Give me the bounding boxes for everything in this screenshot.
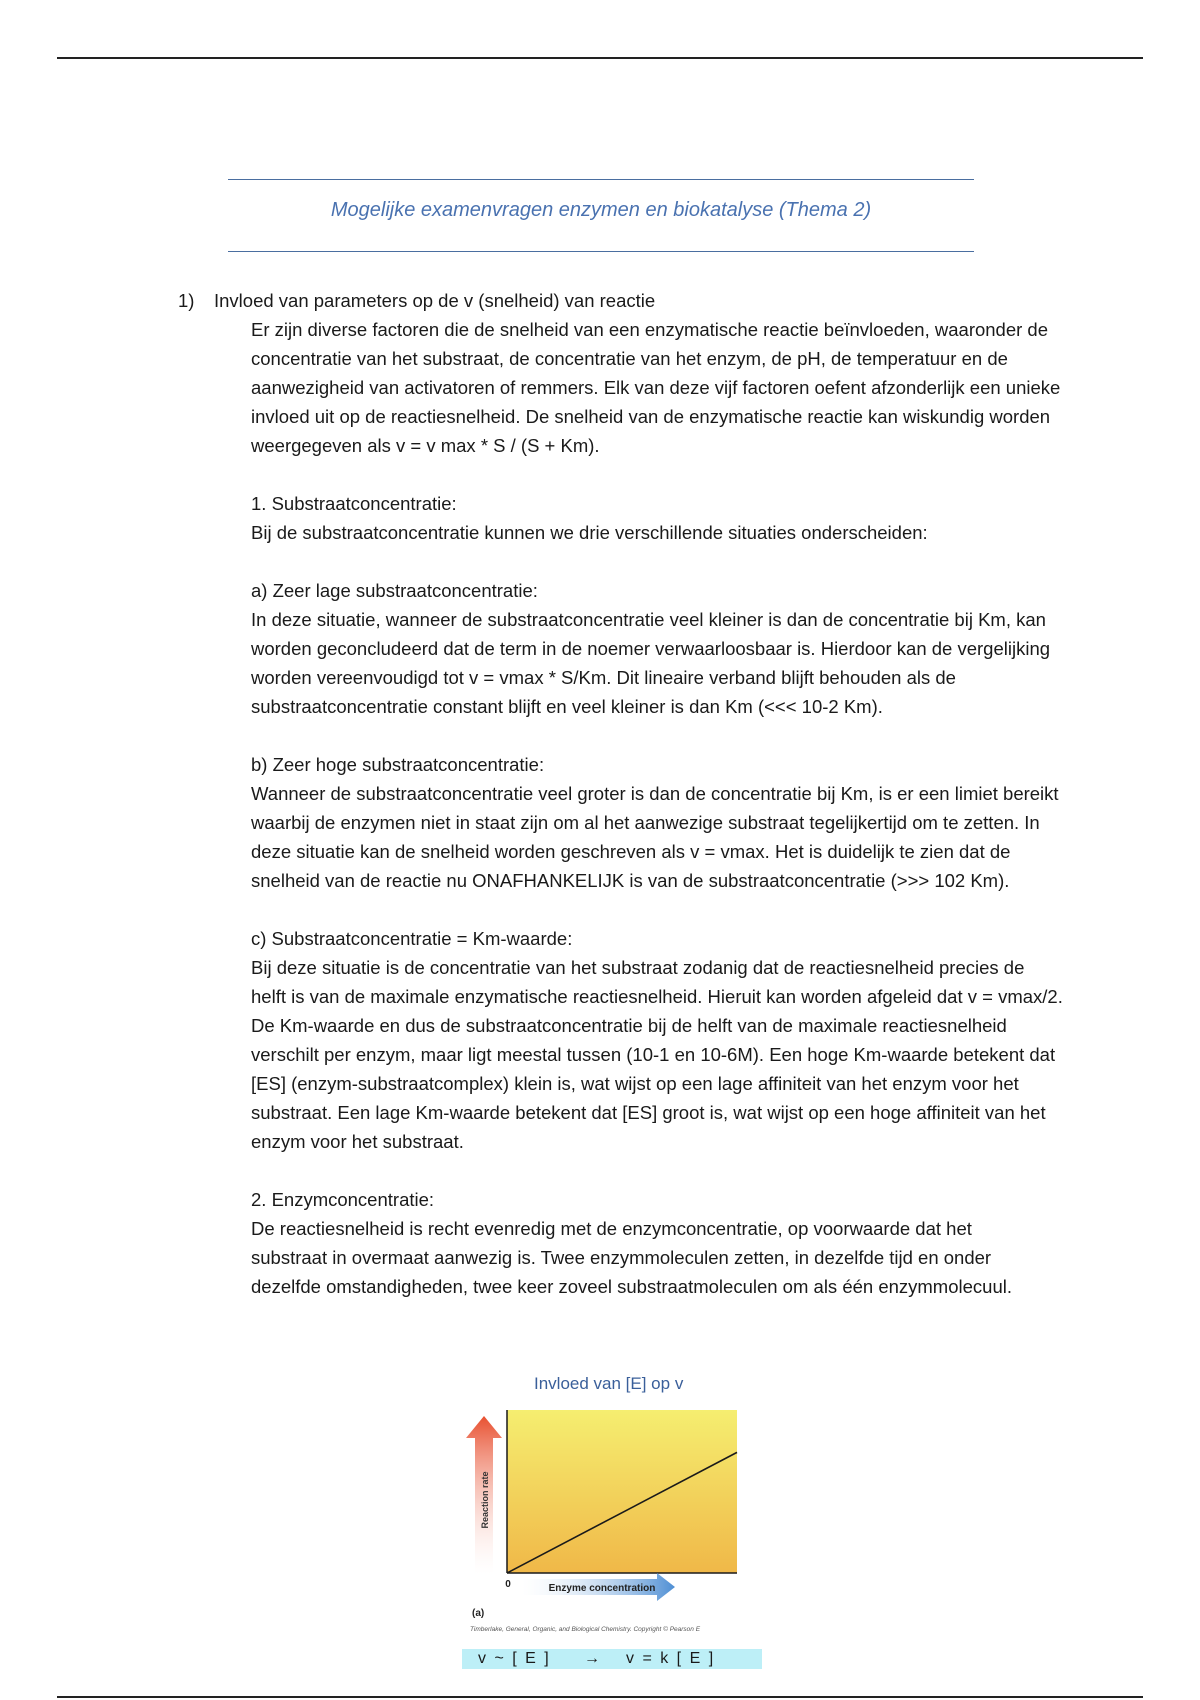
plot-area <box>507 1410 737 1573</box>
panel-label: (a) <box>472 1608 485 1619</box>
km-substrate-paragraph: Bij deze situatie is de concentratie van het substraat zodanig dat de reactiesnelheid precies de helft is van de maximale enzymatische reactiesnelheid. Hieruit kan worden afgeleid dat v = vmax/2. De Km-waarde en dus de substraatconcentratie bij de helft van de maximale reactiesnelheid verschilt per enzym, maar ligt meestal tussen (10-1 en 10-6M). Een hoge Km-waarde betekent dat [ES] (enzym-substraatcomplex) klein is, wat wijst op een lage affiniteit van het enzym voor het substraat. Een lage Km-waarde betekent dat [ES] groot is, wat wijst op een hoge affiniteit van het enzym voor het substraat. <box>251 957 1063 1152</box>
y-axis-label: Reaction rate <box>480 1471 490 1529</box>
enzyme-paragraph: De reactiesnelheid is recht evenredig met de enzymconcentratie, op voorwaarde dat het substraat in overmaat aanwezig is. Twee enzymmoleculen zetten, in dezelfde tijd en onder dezelfde omstandigheden, twee keer zoveel substraatmoleculen om als één enzymmolecuul. <box>251 1218 1012 1297</box>
title-top-rule <box>228 179 974 180</box>
high-substrate-heading: b) Zeer hoge substraatconcentratie: <box>251 754 545 775</box>
section-body <box>251 315 1063 1301</box>
section-number: 1) <box>178 290 195 311</box>
enzyme-rate-chart <box>462 1400 762 1630</box>
formula-right: v = k [ E ] <box>626 1650 716 1667</box>
title-bottom-rule <box>228 251 974 252</box>
figure-credit: Timberlake, General, Organic, and Biological Chemistry. Copyright © Pearson E <box>470 1626 701 1633</box>
formula-box <box>462 1649 762 1669</box>
document-title: Mogelijke examenvragen enzymen en biokatalyse (Thema 2) <box>330 199 872 221</box>
x-tick-zero: 0 <box>505 1579 511 1590</box>
low-substrate-paragraph: In deze situatie, wanneer de substraatconcentratie veel kleiner is dan de concentratie bij Km, kan worden geconcludeerd dat de term in de noemer verwaarloosbaar is. Hierdoor kan de vergelijking worden vereenvoudigd tot v = vmax * S/Km. Dit lineaire verband blijft behouden als de substraatconcentratie constant blijft en veel kleiner is dan Km (<<< 10-2 Km). <box>251 609 1051 717</box>
substrate-paragraph: Bij de substraatconcentratie kunnen we drie verschillende situaties onderscheiden: <box>251 522 928 543</box>
x-axis-label: Enzyme concentration <box>548 1583 656 1594</box>
enzyme-heading: 2. Enzymconcentratie: <box>251 1189 435 1210</box>
formula-arrow: → <box>584 1650 602 1667</box>
section-heading <box>178 286 1078 315</box>
section-heading-text: Invloed van parameters op de v (snelheid) van reactie <box>214 290 656 311</box>
page-bottom-rule <box>57 1696 1143 1698</box>
page-top-rule <box>57 57 1143 59</box>
intro-paragraph: Er zijn diverse factoren die de snelheid van een enzymatische reactie beïnvloeden, waaronder de concentratie van het substraat, de concentratie van het enzym, de pH, de temperatuur en de aanwezigheid van activatoren of remmers. Elk van deze vijf factoren oefent afzonderlijk een unieke invloed uit op de reactiesnelheid. De snelheid van de enzymatische reactie kan wiskundig worden weergegeven als v = v max * S / (S + Km). <box>251 319 1061 456</box>
enzyme-rate-figure <box>462 1400 762 1660</box>
low-substrate-heading: a) Zeer lage substraatconcentratie: <box>251 580 538 601</box>
substrate-heading: 1. Substraatconcentratie: <box>251 493 457 514</box>
formula-left: v ~ [ E ] <box>478 1650 551 1667</box>
figure-title: Invloed van [E] op v <box>534 1374 684 1393</box>
km-substrate-heading: c) Substraatconcentratie = Km-waarde: <box>251 928 573 949</box>
high-substrate-paragraph: Wanneer de substraatconcentratie veel groter is dan de concentratie bij Km, is er een limiet bereikt waarbij de enzymen niet in staat zijn om al het aanwezige substraat tegelijkertijd om te zetten. In deze situatie kan de snelheid worden geschreven als v = vmax. Het is duidelijk te zien dat de snelheid van de reactie nu ONAFHANKELIJK is van de substraatconcentratie (>>> 102 Km). <box>251 783 1059 891</box>
document-body <box>178 286 1078 1301</box>
